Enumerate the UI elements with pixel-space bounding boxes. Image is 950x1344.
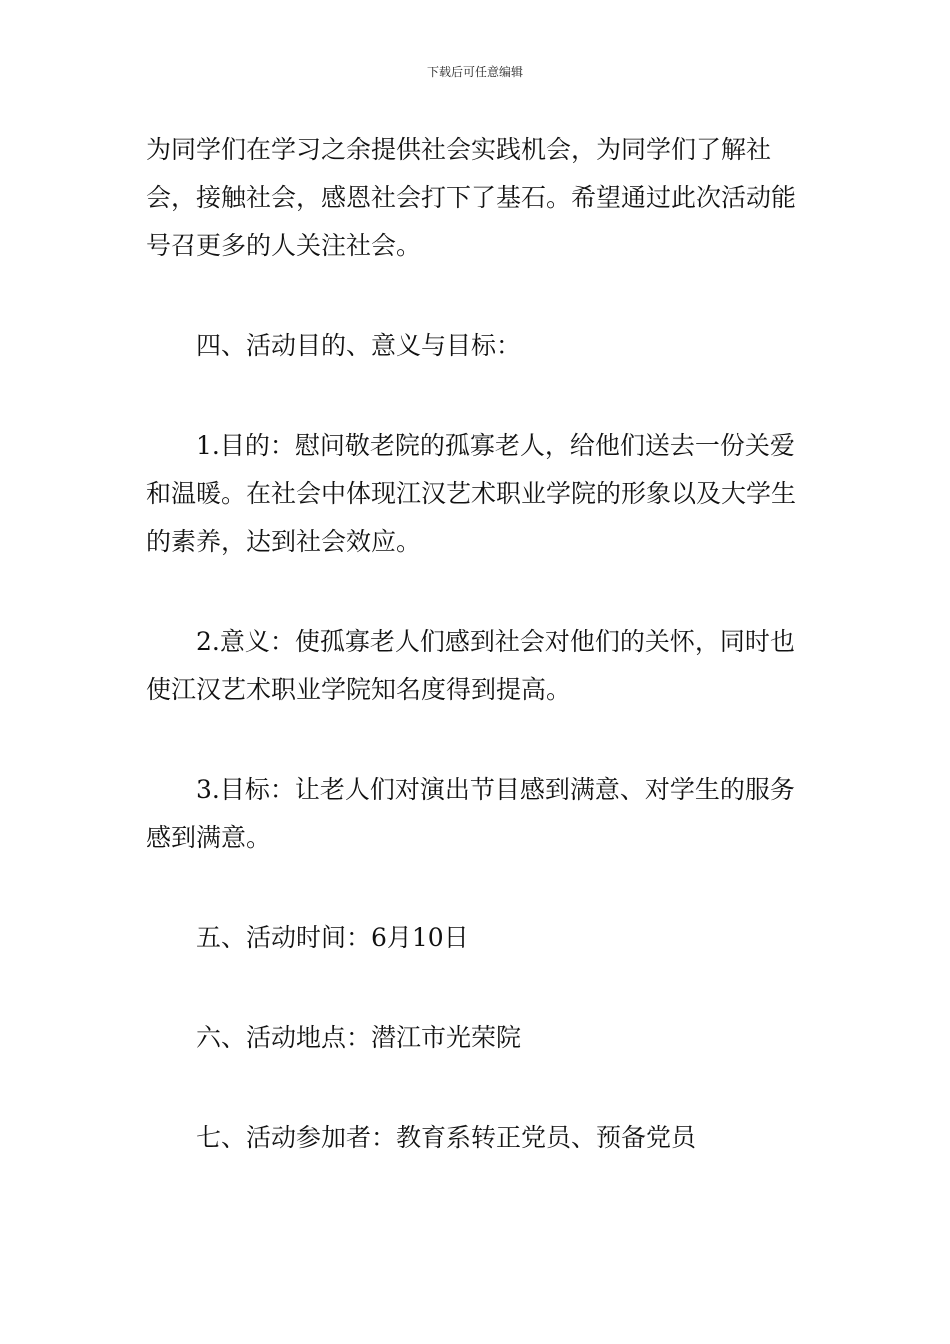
paragraph-significance: 2.意义：使孤寡老人们感到社会对他们的关怀，同时也使江汉艺术职业学院知名度得到提高。 [146, 627, 795, 704]
section-activity-location: 六、活动地点：潜江市光荣院 [196, 1023, 522, 1052]
document-body [146, 126, 808, 1162]
paragraph-goal: 3.目标：让老人们对演出节目感到满意、对学生的服务感到满意。 [146, 775, 795, 852]
paragraph-purpose: 1.目的：慰问敬老院的孤寡老人，给他们送去一份关爱和温暖。在社会中体现江汉艺术职业学院的形象以及大学生的素养，达到社会效应。 [146, 431, 797, 556]
paragraph-intro-continuation: 为同学们在学习之余提供社会实践机会，为同学们了解社会，接触社会，感恩社会打下了基石。希望通过此次活动能号召更多的人关注社会。 [146, 135, 797, 260]
section-activity-participants: 七、活动参加者：教育系转正党员、预备党员 [196, 1123, 697, 1152]
page-header: 下载后可任意编辑 [426, 65, 523, 79]
section-heading-purpose: 四、活动目的、意义与目标： [196, 331, 522, 360]
section-activity-time: 五、活动时间：6月10日 [196, 923, 469, 952]
